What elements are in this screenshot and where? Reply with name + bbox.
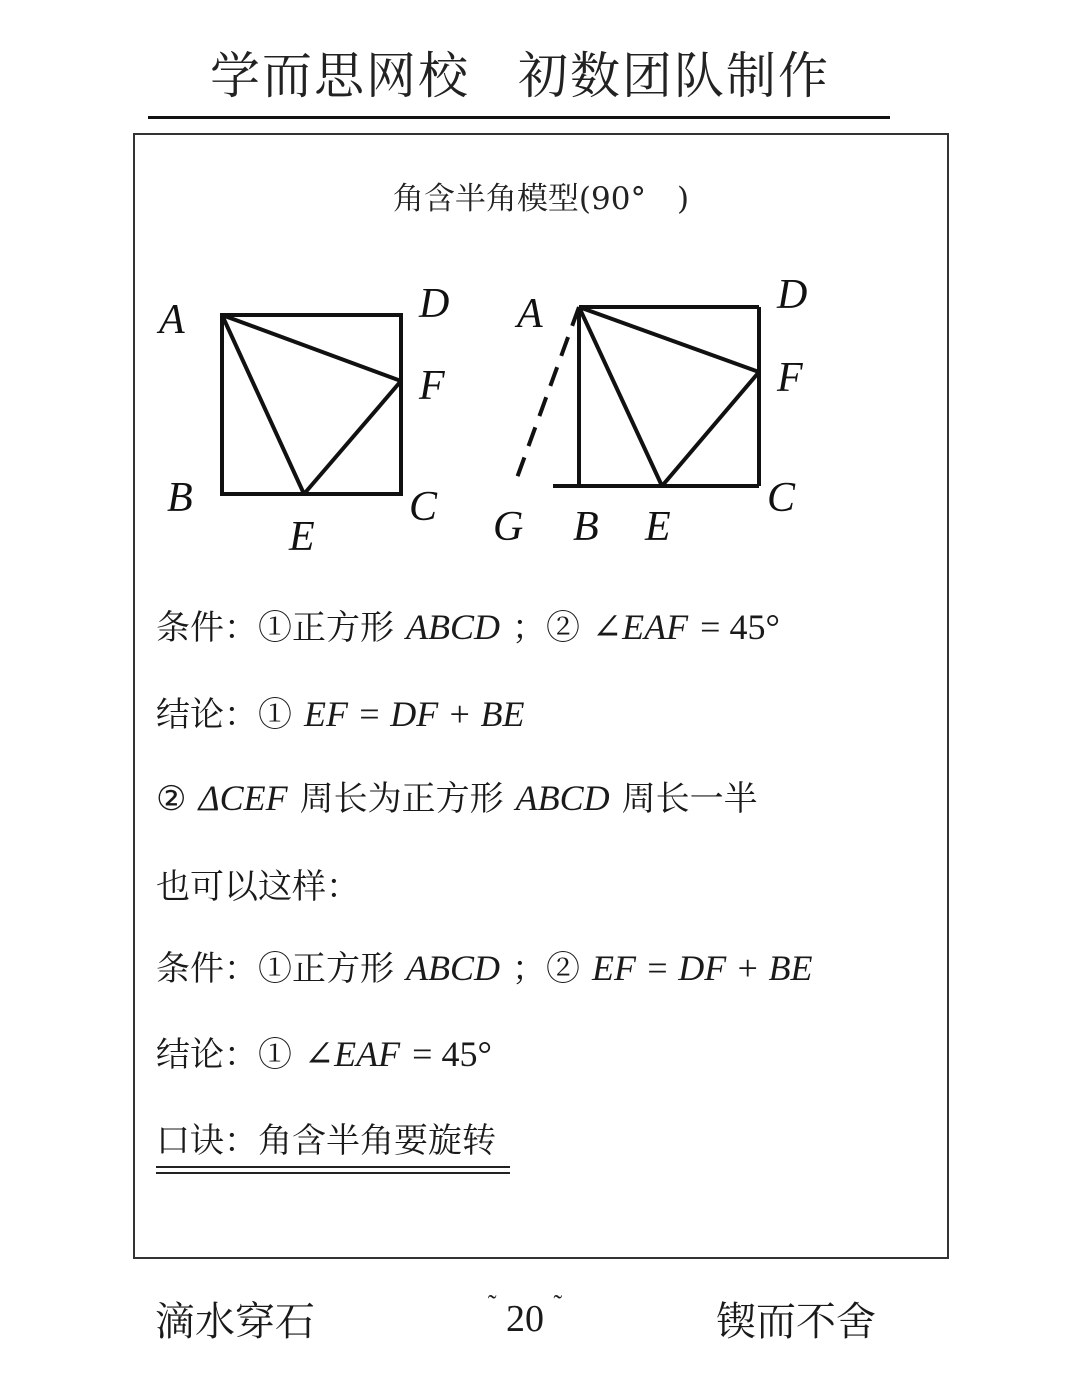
label-e-1: E (289, 514, 315, 560)
condition-line-2: 条件：①正方形 ABCD ；② EF = DF + BE (156, 948, 813, 989)
label-f-2: F (777, 355, 803, 401)
header-team: 初数团队制作 (518, 47, 830, 105)
conclusion-expression: EF = DF + BE (304, 694, 525, 734)
page-number-value: 20 (506, 1298, 544, 1340)
mnemonic (156, 1113, 510, 1174)
page-header (0, 36, 1040, 108)
header-rule (148, 116, 890, 119)
condition-line-1: 条件：①正方形 ABCD ；② ∠EAF = 45° (156, 607, 780, 648)
triangle-cef: ΔCEF (198, 778, 288, 818)
label-a-1: A (159, 297, 185, 343)
geometry-figures (135, 135, 947, 575)
header-school: 学而思网校 (210, 47, 470, 105)
mnemonic-text: 口诀：角含半角要旋转 (156, 1121, 496, 1161)
figure-square-2 (514, 307, 759, 486)
square-name: ABCD (406, 607, 500, 647)
label-e-2: E (645, 504, 671, 550)
segment-ef-1 (304, 381, 401, 494)
mnemonic-double-underline (156, 1166, 510, 1174)
label-c-1: C (409, 484, 438, 530)
conclusion-line-1: 结论：① EF = DF + BE (156, 694, 525, 735)
angle-eaf: ∠EAF (592, 607, 689, 647)
figure-square-1 (222, 315, 401, 494)
label-g-2: G (493, 504, 524, 550)
card-title: 角含半角模型(90° ) (392, 181, 690, 217)
alternative-heading: 也可以这样： (156, 867, 360, 907)
label-b-2: B (573, 504, 599, 550)
label-f-1: F (419, 363, 445, 409)
label-d-2: D (777, 272, 808, 318)
label-c-2: C (767, 475, 796, 521)
segment-ef-2 (662, 372, 759, 486)
square-abcd-1 (222, 315, 401, 494)
conclusion-line-2: ② ΔCEF 周长为正方形 ABCD 周长一半 (156, 778, 758, 819)
conclusion-line-3: 结论：① ∠EAF = 45° (156, 1034, 492, 1075)
footer-left-motto: 滴水穿石 (155, 1299, 315, 1345)
footer-right-motto: 锲而不舍 (716, 1299, 876, 1345)
label-a-2: A (517, 291, 543, 337)
label-d-1: D (419, 281, 450, 327)
page-number: ˜ 20 ˜ (487, 1290, 563, 1340)
content-card (133, 133, 949, 1259)
label-b-1: B (167, 475, 193, 521)
